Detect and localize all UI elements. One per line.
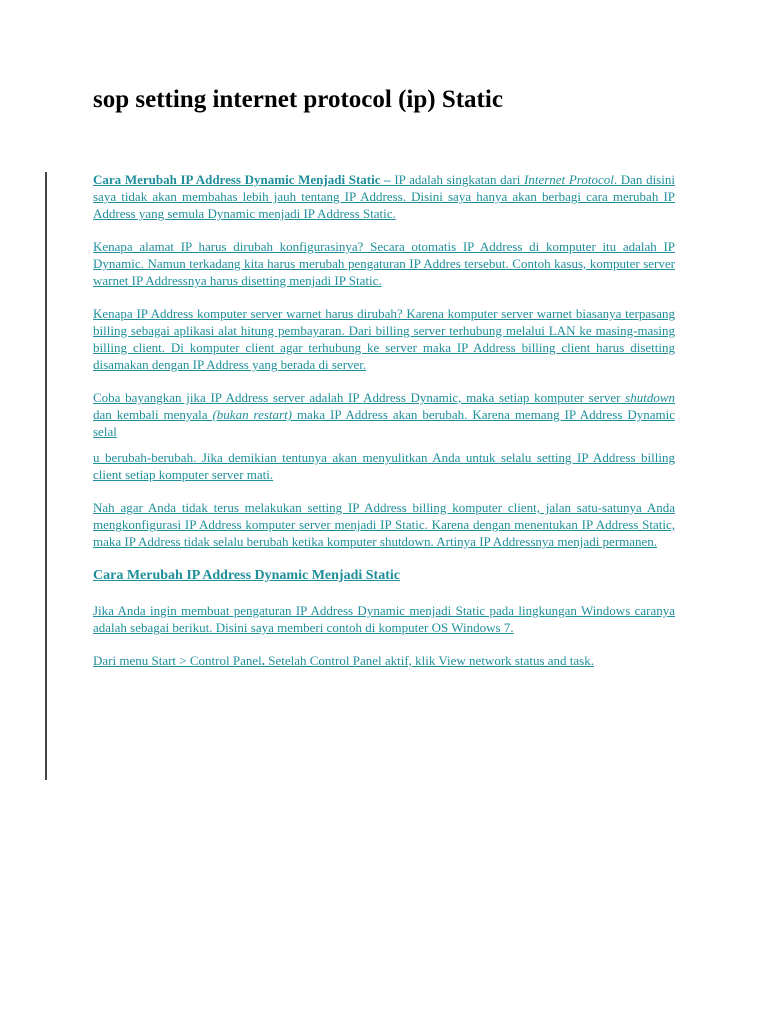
paragraph-windows[interactable]: Jika Anda ingin membuat pengaturan IP Address Dynamic menjadi Static pada lingkungan Windows caranya adalah sebagai berikut. Disini saya memberi contoh di komputer OS Windows 7. <box>93 603 675 635</box>
section-heading[interactable]: Cara Merubah IP Address Dynamic Menjadi Static <box>93 568 400 583</box>
document-body <box>93 171 675 685</box>
paragraph-intro[interactable]: Cara Merubah IP Address Dynamic Menjadi Static – IP adalah singkatan dari Internet Protocol. Dan disini saya tidak akan membahas lebih jauh tentang IP Address. Disini saya hanya akan berbagi cara merubah IP Address yang semula Dynamic menjadi IP Address Static. <box>93 172 675 221</box>
page-title: sop setting internet protocol (ip) Static <box>93 86 503 113</box>
paragraph-why-change[interactable]: Kenapa alamat IP harus dirubah konfigurasinya? Secara otomatis IP Address di komputer itu adalah IP Dynamic. Namun terkadang kita harus merubah pengaturan IP Addres tersebut. Contoh kasus, komputer server warnet IP Addressnya harus disetting menjadi IP Static. <box>93 239 675 288</box>
paragraph-imagine[interactable]: Coba bayangkan jika IP Address server adalah IP Address Dynamic, maka setiap komputer server shutdown dan kembali menyala (bukan restart) maka IP Address akan berubah. Karena memang IP Address Dynamic selal <box>93 390 675 439</box>
margin-rule <box>45 172 47 780</box>
paragraph-warnet-server[interactable]: Kenapa IP Address komputer server warnet harus dirubah? Karena komputer server warnet biasanya terpasang billing sebagai aplikasi alat hitung pembayaran. Dari billing server terhubung melalui LAN ke masing-masing billing client. Di komputer client agar terhubung ke server maka IP Address billing client harus disetting disamakan dengan IP Address yang berada di server. <box>93 306 675 372</box>
paragraph-continuation[interactable]: u berubah-berubah. Jika demikian tentunya akan menyulitkan Anda untuk selalu setting IP Address billing client setiap komputer server mati. <box>93 450 675 482</box>
paragraph-solution[interactable]: Nah agar Anda tidak terus melakukan setting IP Address billing komputer client, jalan satu-satunya Anda mengkonfigurasi IP Address komputer server menjadi IP Static. Karena dengan menentukan IP Address Static, maka IP Address tidak selalu berubah ketika komputer shutdown. Artinya IP Addressnya menjadi permanen. <box>93 500 675 549</box>
paragraph-control-panel[interactable]: Dari menu Start > Control Panel. Setelah Control Panel aktif, klik View network status and task. <box>93 653 594 668</box>
intro-lead: Cara Merubah IP Address Dynamic Menjadi Static – <box>93 172 391 187</box>
